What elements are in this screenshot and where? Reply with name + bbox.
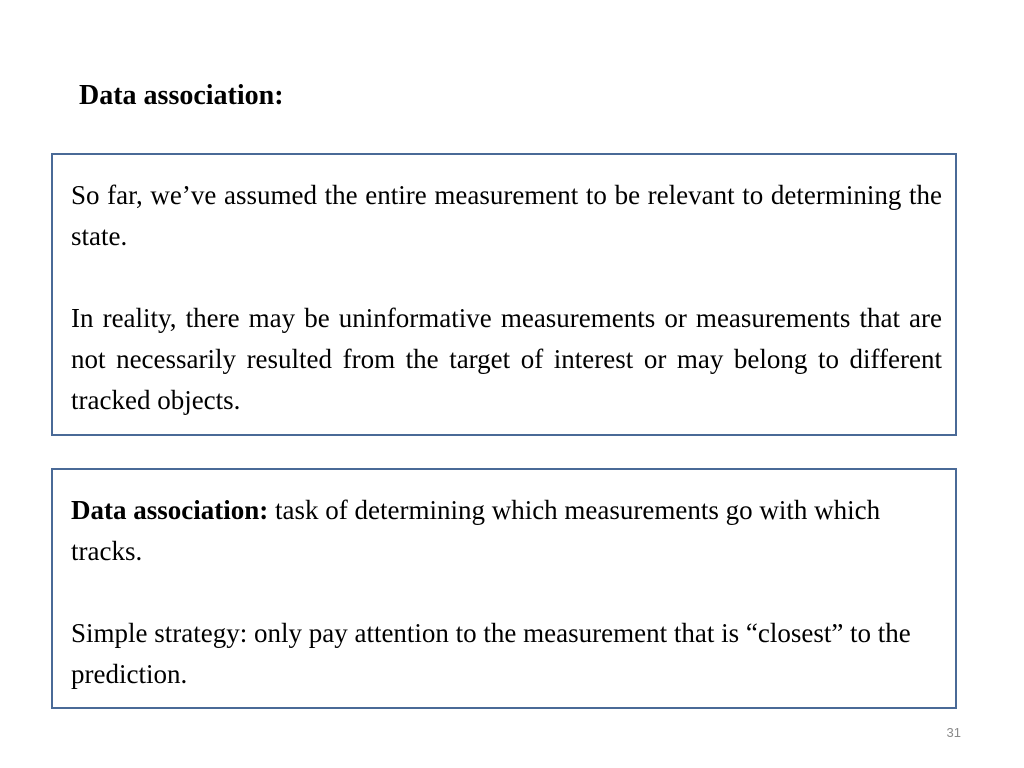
definition-paragraph (71, 490, 942, 572)
reality-paragraph: In reality, there may be uninformative measurements or measurements that are not necessarily resulted from the target of interest or may belong to different tracked objects. (71, 303, 942, 415)
page-number: 31 (946, 725, 961, 740)
strategy-paragraph: Simple strategy: only pay attention to the measurement that is “closest” to the prediction. (71, 618, 911, 689)
definition-box (51, 468, 957, 709)
slide-title: Data association: (79, 80, 284, 111)
assumptions-box (51, 153, 957, 436)
definition-term: Data association: (71, 495, 269, 525)
definition-text: task of determining which measurements go with which tracks. (71, 495, 881, 566)
assumption-paragraph: So far, we’ve assumed the entire measurement to be relevant to determining the state. (71, 180, 942, 251)
